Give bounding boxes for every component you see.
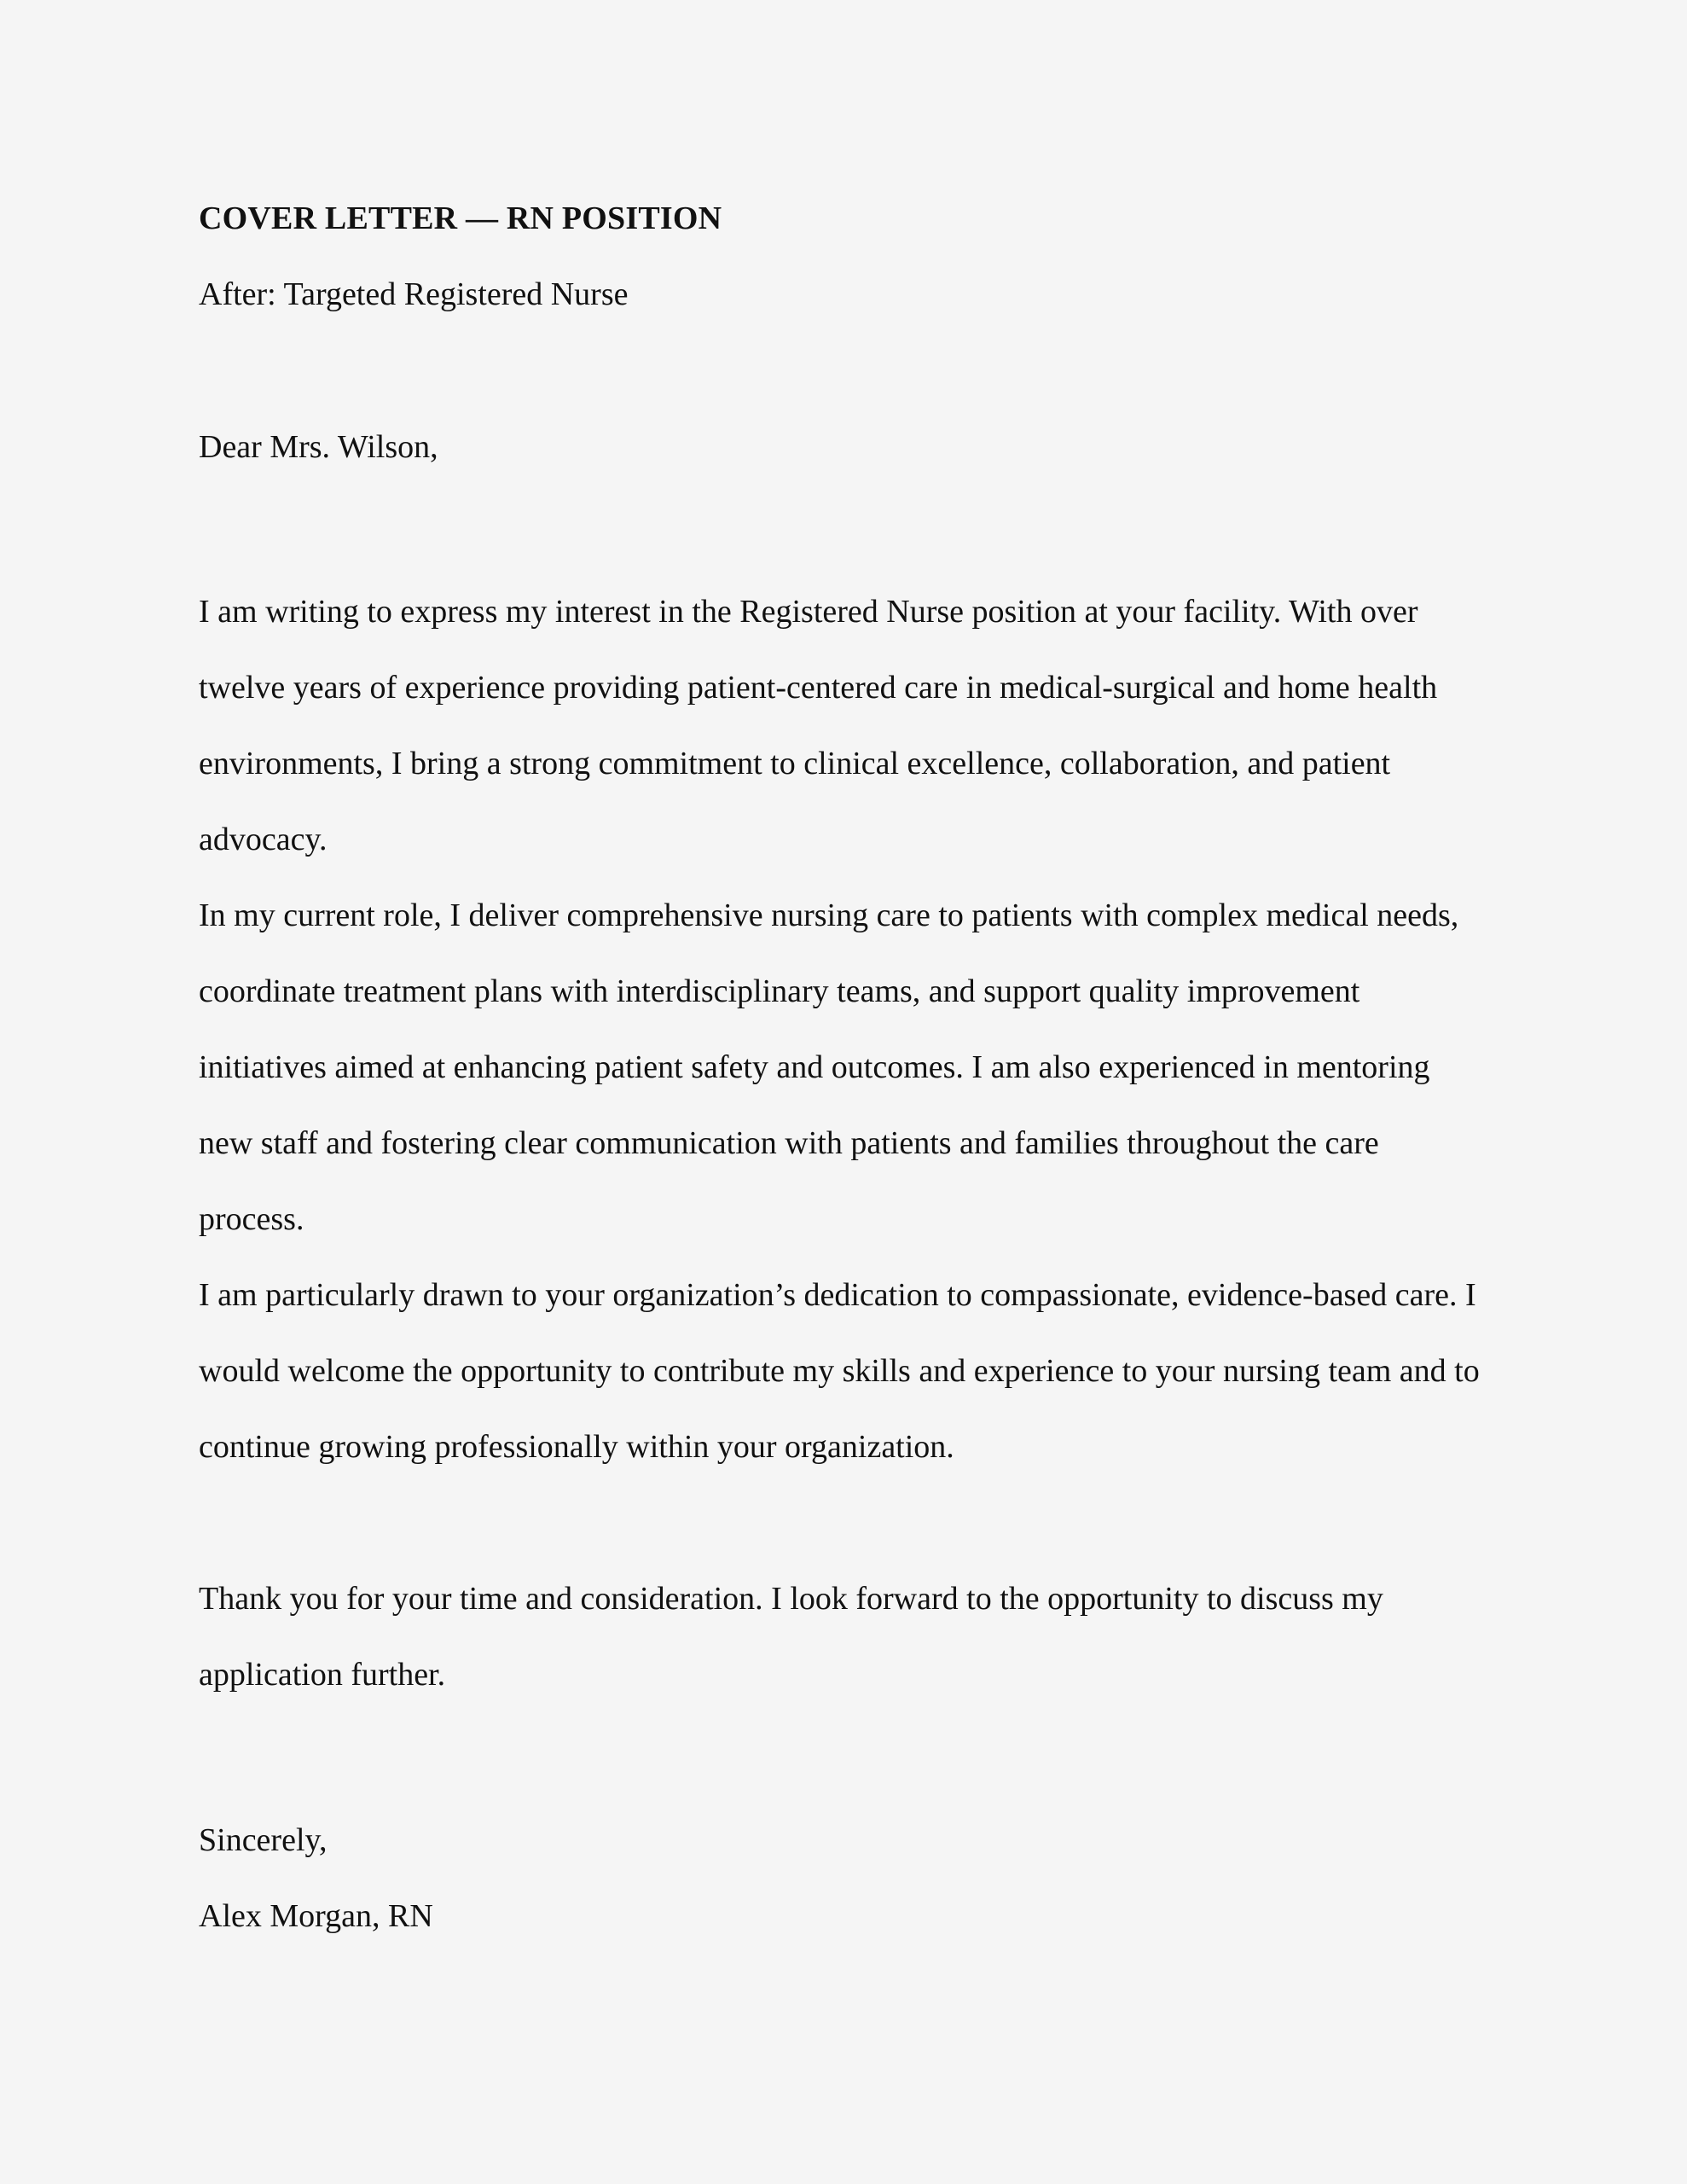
salutation: Dear Mrs. Wilson, xyxy=(199,429,438,465)
closing-paragraph: Thank you for your time and consideration. I look forward to the opportunity to discuss my application further. xyxy=(199,1581,1383,1693)
signoff: Sincerely, xyxy=(199,1822,328,1858)
signature-name: Alex Morgan, RN xyxy=(199,1898,433,1934)
body-paragraph-current-role: In my current role, I deliver comprehensive nursing care to patients with complex medical needs, coordinate treatment plans with interdisciplinary teams, and support quality improvement initiatives aimed at enhancing patient safety and outcomes. I am also experienced in mentoring new staff and fostering clear communication with patients and families throughout the care process. xyxy=(199,897,1459,1237)
letter-body xyxy=(199,574,1488,1485)
body-paragraph-motivation: I am particularly drawn to your organization’s dedication to compassionate, evidence-based care. I would welcome the opportunity to contribute my skills and experience to your nursing team and to continue growing professionally within your organization. xyxy=(199,1277,1480,1465)
document-subtitle: After: Targeted Registered Nurse xyxy=(199,276,629,312)
closing-block xyxy=(199,1561,1488,1713)
body-paragraph-intro: I am writing to express my interest in the Registered Nurse position at your facility. With over twelve years of experience providing patient-centered care in medical-surgical and home health environments, I bring a strong commitment to clinical excellence, collaboration, and patient advocacy. xyxy=(199,594,1438,857)
document-title: COVER LETTER — RN POSITION xyxy=(199,200,722,236)
